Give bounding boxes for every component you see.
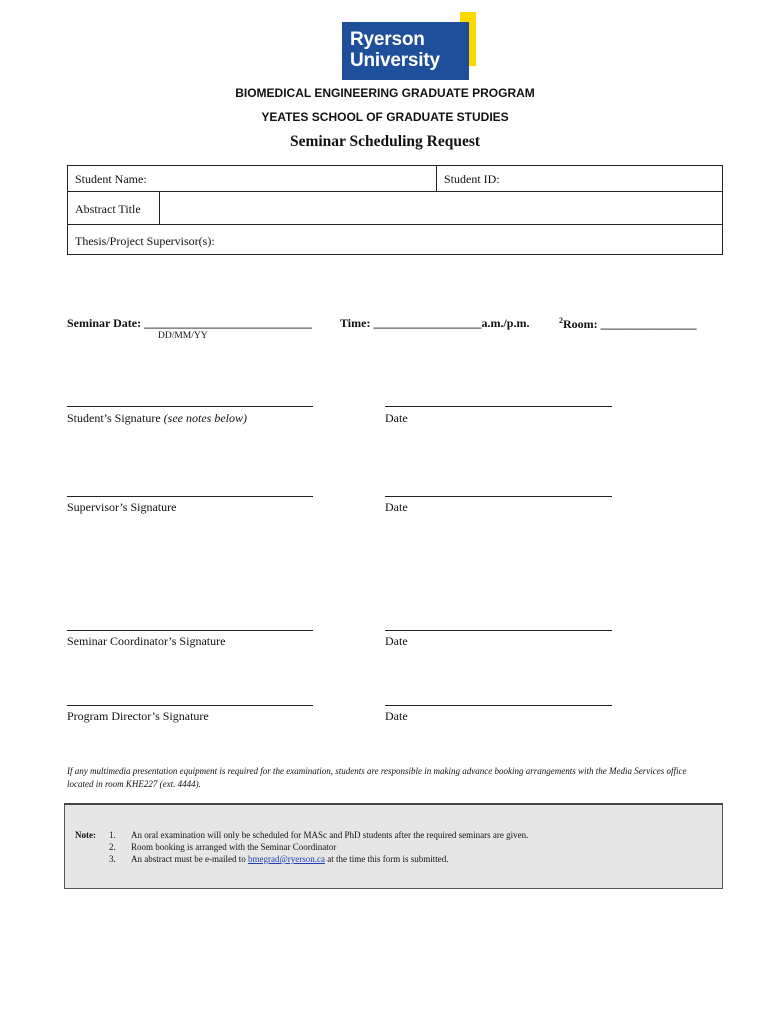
- coordinator-date-line: [385, 630, 612, 631]
- director-date-label: Date: [385, 709, 408, 723]
- coordinator-date-label: Date: [385, 634, 408, 648]
- student-signature-line: [67, 406, 313, 407]
- room-field: [559, 316, 697, 332]
- seminar-date-field: Seminar Date: ____________________________: [67, 316, 313, 330]
- supervisor-date-label: Date: [385, 500, 408, 514]
- student-info-box: [67, 165, 723, 255]
- supervisor-date-line: [385, 496, 612, 497]
- note-item: An oral examination will only be scheduled for MASc and PhD students after the required seminars are given.: [131, 830, 529, 840]
- notes-label: Note:: [75, 830, 96, 840]
- see-notes-hint: (see notes below): [163, 411, 247, 425]
- note-item: Room booking is arranged with the Seminar Coordinator: [131, 842, 337, 852]
- email-link[interactable]: bmegrad@ryerson.ca: [247, 854, 325, 864]
- student-signature-label: Student’s Signature (see notes below): [67, 411, 247, 425]
- logo-wordmark: Ryerson University: [350, 29, 440, 71]
- supervisor-label: Thesis/Project Supervisor(s):: [75, 234, 215, 248]
- director-signature-line: [67, 705, 313, 706]
- coordinator-signature-label: Seminar Coordinator’s Signature: [67, 634, 226, 648]
- student-date-label: Date: [385, 411, 408, 425]
- equipment-note: If any multimedia presentation equipment is required for the examination, students are responsible in making advance booking arrangements with the Media Services office located in room KHE227 (ext. 4444).: [67, 766, 687, 789]
- time-field: Time: __________________a.m./p.m.: [340, 316, 530, 330]
- note-number: 1.: [109, 830, 116, 840]
- coordinator-signature-line: [67, 630, 313, 631]
- school-heading: YEATES SCHOOL OF GRADUATE STUDIES: [261, 110, 509, 124]
- room-footnote-mark: 2: [559, 316, 563, 325]
- supervisor-signature-line: [67, 496, 313, 497]
- note-item: An abstract must be e-mailed to bmegrad@ryerson.ca at the time this form is submitted.: [131, 854, 449, 864]
- supervisor-signature-label: Supervisor’s Signature: [67, 500, 177, 514]
- ryerson-logo: [342, 12, 476, 80]
- program-heading: BIOMEDICAL ENGINEERING GRADUATE PROGRAM: [235, 86, 535, 100]
- notes-box: [64, 803, 723, 889]
- director-date-line: [385, 705, 612, 706]
- director-signature-label: Program Director’s Signature: [67, 709, 209, 723]
- note-number: 2.: [109, 842, 116, 852]
- abstract-title-label: Abstract Title: [75, 202, 141, 216]
- room-label: Room: ________________: [563, 317, 697, 331]
- page-title: Seminar Scheduling Request: [289, 133, 481, 150]
- student-id-label: Student ID:: [444, 172, 500, 186]
- student-date-line: [385, 406, 612, 407]
- note-number: 3.: [109, 854, 116, 864]
- student-name-label: Student Name:: [75, 172, 147, 186]
- date-format-hint: DD/MM/YY: [158, 331, 208, 341]
